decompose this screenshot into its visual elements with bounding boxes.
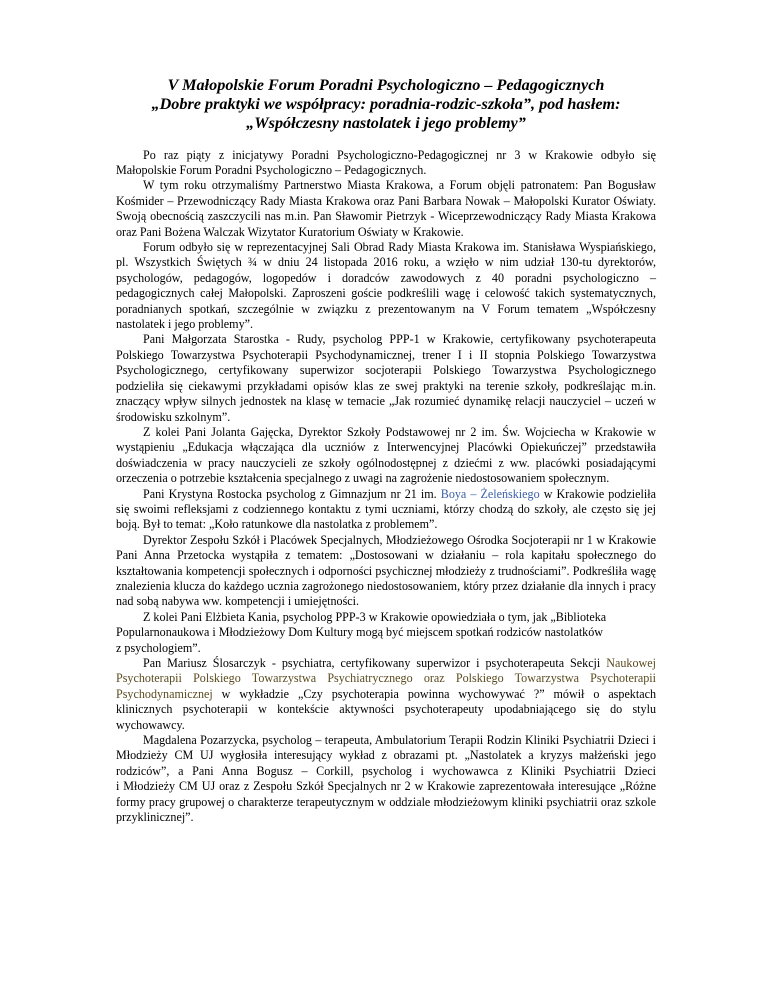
paragraph-speaker-kania-end: z psychologiem”. xyxy=(116,640,201,655)
rostocka-text-start: Pani Krystyna Rostocka psycholog z Gimnazjum nr 21 im. xyxy=(143,486,441,501)
paragraph-speaker-starostka-intro: Pani Małgorzata Starostka - Rudy, psycholog PPP-1 w Krakowie, certyfikowany psychoterapeuta Polskiego Towarzystwa Psychoterapii Psychodynamicznej, trener I i II stopnia Polskiego Towarzystwa Psychologicznego, certyfikowany superwizor socjoterapii Polskiego Towarzystwa Psychologicznego xyxy=(116,332,656,378)
title-line-2: „Dobre praktyki we współpracy: poradnia-rodzic-szkoła”, pod hasłem: xyxy=(151,95,621,114)
title-line-3: „Współczesny nastolatek i jego problemy” xyxy=(246,114,526,133)
paragraph-speaker-kania: Z kolei Pani Elżbieta Kania, psycholog PPP-3 w Krakowie opowiedziała o tym, jak „Biblioteka Popularnonaukowa i Młodzieżowy Dom Kultury mogą być miejscem spotkań rodziców nastolatków xyxy=(116,609,607,640)
rostocka-text-end: w Krakowie podzieliła się swoimi refleksjami z codziennego kontaktu z tymi uczniami, którzy chodzą do szkoły, ale często się jej boją. Był to temat: „Koło ratunkowe dla nastolatka z problemem”. xyxy=(116,486,656,532)
paragraph-venue: Forum odbyło się w reprezentacyjnej Sali Obrad Rady Miasta Krakowa im. Stanisława Wyspiańskiego, pl. Wszystkich Świętych ¾ w dniu 24 listopada 2016 roku, a wzięło w nim udział 130-tu dyrektorów, psychologów, pedagogów, logopedów i doradców zawodowych z 40 poradni psychologiczno – pedagogicznych całej Małopolski. Zaproszeni goście podkreślili wagę i celowość takich systematycznych, poradnianych spotkań, szczególnie w związku z prezentowanym na V Forum tematem „Współczesny nastolatek i jego problemy”. xyxy=(116,240,656,332)
paragraph-speaker-starostka-talk: podzieliła się ciekawymi przykładami opisów klas ze swej praktyki na terenie szkoły, podkreślając m.in. znaczący wpływ silnych jednostek na klasę w temacie „Jak rozumieć dynamikę relacji nauczyciel – uczeń w środowisku szkolnym”. xyxy=(116,378,656,424)
slosarczyk-text-end: w wykładzie „Czy psychoterapia powinna wychowywać ?” mówił o aspektach klinicznych psychoterapii w kontekście aktywności psychoterapeuty upodabniającego się do stylu wychowawcy. xyxy=(116,686,656,732)
paragraph-speaker-gajecka: Z kolei Pani Jolanta Gajęcka, Dyrektor Szkoły Podstawowej nr 2 im. Św. Wojciecha w Krakowie w wystąpieniu „Edukacja włączająca dla uczniów z Interwencyjnej Placówki Opiekuńczej” przedstawiła doświadczenia w pracy nauczycieli ze szkoły ogólnodostępnej z dziećmi z ww. placówki posiadającymi orzeczenia o potrzebie kształcenia specjalnego z uwagi na zagrożenie niedostosowaniem społecznym. xyxy=(116,424,656,486)
paragraph-speaker-slosarczyk xyxy=(116,656,656,733)
title-line-1: V Małopolskie Forum Poradni Psychologiczno – Pedagogicznych xyxy=(167,76,605,94)
boy-zelenski-link[interactable]: Boya – Żeleńskiego xyxy=(440,486,540,501)
document-title xyxy=(116,76,656,134)
slosarczyk-colored-text: Naukowej Psychoterapii Polskiego Towarzystwa Psychiatrycznego oraz Polskiego Towarzystwa Psychoterapii Psychodynamicznej xyxy=(116,656,656,701)
paragraph-patronage: W tym roku otrzymaliśmy Partnerstwo Miasta Krakowa, a Forum objęli patronatem: Pan Bogusław Kośmider – Przewodniczący Rady Miasta Krakowa oraz Pani Barbara Nowak – Małopolski Kurator Oświaty. Swoją obecnością zaszczycili nas m.in. Pan Sławomir Pietrzyk - Wiceprzewodniczący Rady Miasta Krakowa oraz Pani Bożena Walczak Wizytator Kuratorium Oświaty w Krakowie. xyxy=(116,178,656,239)
paragraph-speaker-pozarzycka: Magdalena Pozarzycka, psycholog – terapeuta, Ambulatorium Terapii Rodzin Kliniki Psychiatrii Dzieci i Młodzieży CM UJ wygłosiła interesujący wykład z obrazami pt. „Nastolatek a kryzys małżeński jego rodziców”, a Pani Anna Bogusz – Corkill, psycholog i wychowawca z Kliniki Psychiatrii Dzieci xyxy=(116,733,656,778)
paragraph-speaker-przetocka: Dyrektor Zespołu Szkół i Placówek Specjalnych, Młodzieżowego Ośrodka Socjoterapii nr 1 w Krakowie Pani Anna Przetocka wystąpiła z tematem: „Dostosowani w działaniu – rola kapitału społecznego do kształtowania kompetencji społecznych i odporności psychicznej młodzieży z trudnościami”. Podkreśliła wagę znalezienia klucza do każdego ucznia zagrożonego niedostosowaniem, który przez działanie dla innych i pracy nad sobą nabywa ww. kompetencji i umiejętności. xyxy=(116,532,656,609)
document-page xyxy=(116,76,656,825)
paragraph-speaker-rostocka xyxy=(116,487,656,533)
paragraph-speaker-bogusz: i Młodzieży CM UJ oraz z Zespołu Szkół Specjalnych nr 2 w Krakowie zaprezentowała interesujące „Różne formy pracy grupowej o charakterze terapeutycznym w oddziale młodzieżowym kliniki psychiatrii oraz szkole przyklinicznej”. xyxy=(116,779,656,825)
slosarczyk-text-start: Pan Mariusz Ślosarczyk - psychiatra, certyfikowany superwizor i psychoterapeuta Sekcji xyxy=(143,656,607,671)
paragraph-intro: Po raz piąty z inicjatywy Poradni Psychologiczno-Pedagogicznej nr 3 w Krakowie odbyło się Małopolskie Forum Poradni Psychologiczno – Pedagogicznych. xyxy=(116,147,656,178)
